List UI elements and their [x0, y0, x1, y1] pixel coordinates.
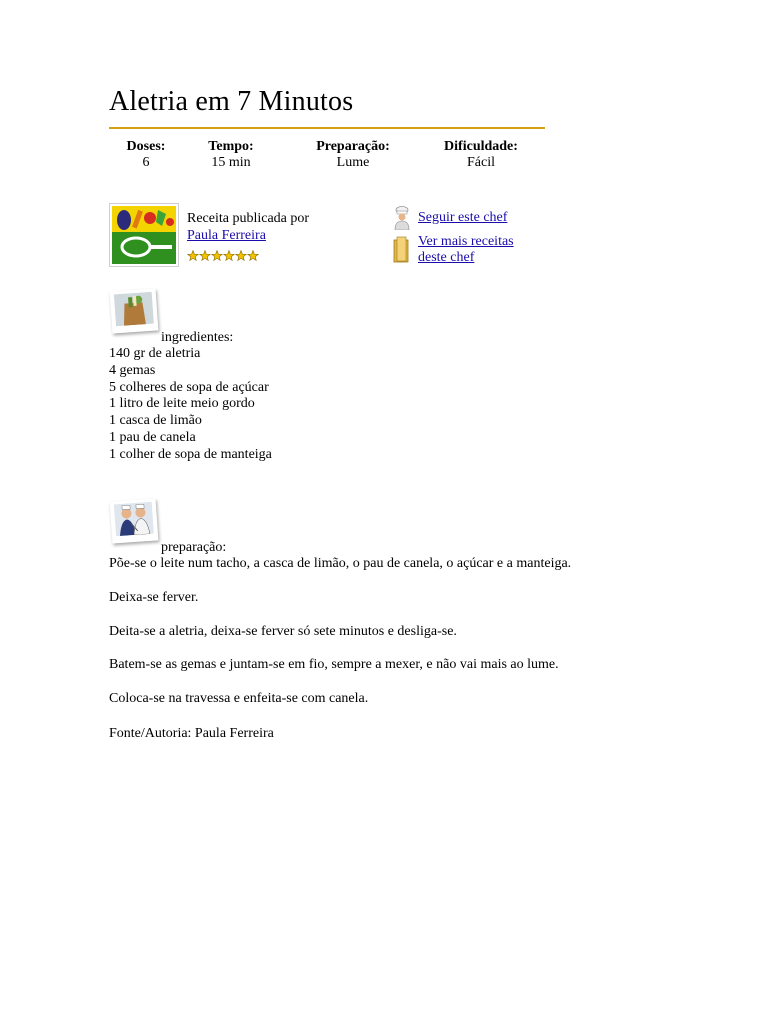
stat-preparacao: [306, 139, 400, 171]
chef-icon: [392, 206, 412, 235]
title-underline: [109, 127, 545, 129]
rating-stars: [187, 249, 259, 261]
star-icon: [212, 251, 222, 261]
folder-icon: [392, 234, 412, 269]
star-icon: [248, 251, 258, 261]
stat-dificuldade: [434, 139, 528, 171]
list-item: 5 colheres de sopa de açúcar: [109, 379, 269, 395]
stat-label: Preparação:: [316, 139, 390, 154]
stat-value: Fácil: [467, 155, 495, 170]
ingredients-label: ingredientes:: [161, 330, 234, 345]
follow-chef-link[interactable]: Seguir este chef: [418, 210, 508, 225]
stat-value: Lume: [336, 155, 370, 170]
list-item: 1 litro de leite meio gordo: [109, 396, 255, 412]
publisher-info: [187, 210, 309, 244]
ingredients-list: [109, 346, 272, 464]
preparation-label: preparação:: [161, 540, 227, 555]
recipe-stats: [0, 139, 768, 175]
source-credit: Fonte/Autoria: Paula Ferreira: [109, 726, 274, 741]
list-item: 140 gr de aletria: [109, 346, 201, 361]
step-5: Coloca-se na travessa e enfeita-se com canela.: [109, 691, 369, 706]
stat-doses: [118, 139, 174, 171]
stat-label: Tempo:: [208, 139, 254, 154]
stat-value: 15 min: [211, 155, 251, 170]
publisher-prefix: Receita publicada por: [187, 211, 310, 226]
star-icon: [224, 251, 234, 261]
step-3: Deita-se a aletria, deixa-se ferver só sete minutos e desliga-se.: [109, 624, 457, 639]
cooks-icon: [110, 498, 159, 543]
vegetables-pan-icon: [109, 203, 179, 267]
star-icon: [188, 251, 198, 261]
list-item: 1 casca de limão: [109, 413, 202, 429]
more-recipes-link-line1[interactable]: Ver mais receitas: [418, 234, 514, 249]
page-title: Aletria em 7 Minutos: [109, 86, 354, 117]
stat-label: Doses:: [126, 139, 166, 154]
list-item: 4 gemas: [109, 362, 156, 378]
list-item: 1 colher de sopa de manteiga: [109, 446, 272, 462]
step-1: Põe-se o leite num tacho, a casca de limão, o pau de canela, o açúcar e a manteiga.: [109, 556, 572, 571]
more-recipes-link-line2[interactable]: deste chef: [418, 250, 475, 265]
list-item: 1 pau de canela: [109, 429, 196, 445]
stat-tempo: [198, 139, 264, 171]
star-icon: [236, 251, 246, 261]
grocery-bag-icon: [110, 288, 159, 333]
stat-label: Dificuldade:: [444, 139, 518, 154]
author-link[interactable]: Paula Ferreira: [187, 228, 266, 243]
star-icon: [200, 251, 210, 261]
stat-value: 6: [142, 155, 150, 170]
step-2: Deixa-se ferver.: [109, 590, 199, 605]
step-4: Batem-se as gemas e juntam-se em fio, sempre a mexer, e não vai mais ao lume.: [109, 657, 559, 672]
